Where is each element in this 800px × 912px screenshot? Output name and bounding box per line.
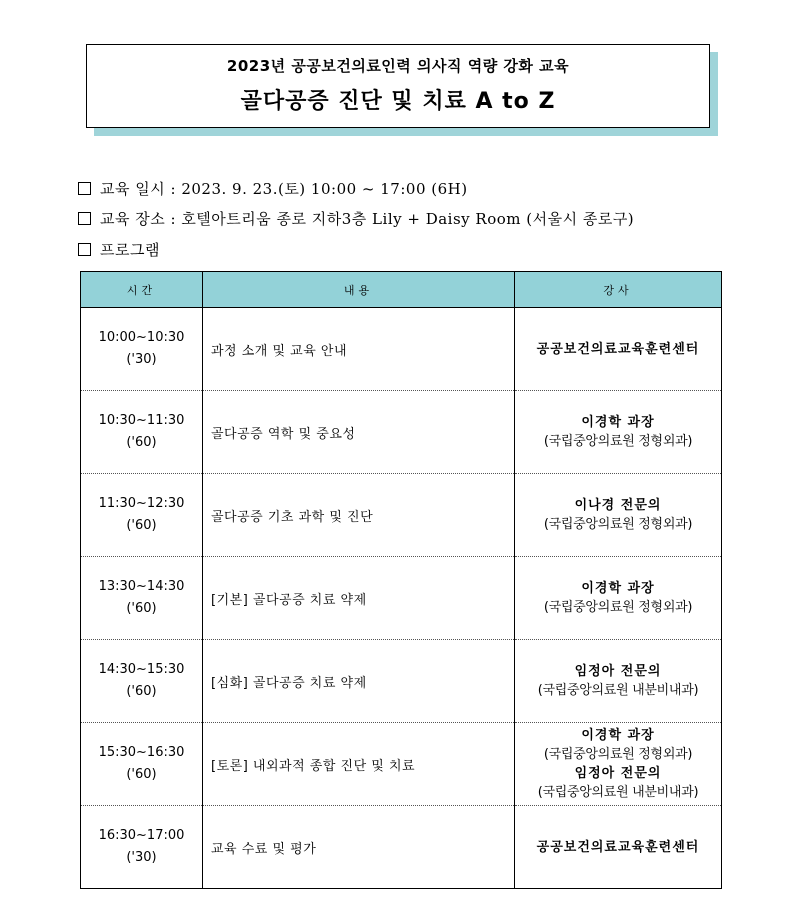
info-program-text: 프로그램 [100, 241, 160, 259]
session-duration: ('60) [126, 684, 157, 699]
session-lecturer-cell [515, 308, 722, 391]
session-lecturer-cell [515, 806, 722, 889]
lecturer-name: 임정아 전문의 [574, 766, 662, 781]
document-title: 골다공증 진단 및 치료 A to Z [240, 89, 556, 114]
lecturer-affiliation: (국립중앙의료원 정형외과) [543, 747, 693, 762]
session-lecturer-cell [515, 557, 722, 640]
info-place [78, 208, 634, 229]
session-lecturer-cell [515, 474, 722, 557]
title-banner [86, 44, 714, 134]
lecturer-affiliation: (국립중앙의료원 정형외과) [543, 517, 693, 532]
session-duration: ('60) [126, 435, 157, 450]
lecturer-name: 이나경 전문의 [574, 498, 662, 513]
session-content: [심화] 골다공증 치료 약제 [203, 640, 515, 723]
session-content: 골다공증 역학 및 중요성 [203, 391, 515, 474]
session-time: 14:30~15:30 [98, 662, 185, 677]
session-content: 교육 수료 및 평가 [203, 806, 515, 889]
table-row [81, 391, 722, 474]
checkbox-square-icon [78, 212, 91, 225]
header-content: 내용 [203, 272, 515, 308]
lecturer-name: 이경학 과장 [581, 728, 655, 743]
table-row [81, 308, 722, 391]
lecturer-name: 임정아 전문의 [574, 664, 662, 679]
lecturer-name: 공공보건의료교육훈련센터 [536, 839, 700, 855]
header-time: 시간 [81, 272, 203, 308]
session-time: 10:00~10:30 [98, 330, 185, 345]
info-date-text: 교육 일시 : 2023. 9. 23.(토) 10:00 ~ 17:00 (6H) [100, 180, 468, 198]
table-header-row [81, 272, 722, 308]
session-lecturer-cell [515, 640, 722, 723]
session-lecturer-cell [515, 723, 722, 806]
title-box [86, 44, 710, 128]
checkbox-square-icon [78, 182, 91, 195]
session-time: 11:30~12:30 [98, 496, 185, 511]
session-time: 16:30~17:00 [98, 828, 185, 843]
session-time: 10:30~11:30 [98, 413, 185, 428]
session-duration: ('30) [126, 352, 157, 367]
session-duration: ('30) [126, 850, 157, 865]
lecturer-affiliation: (국립중앙의료원 정형외과) [543, 600, 693, 615]
session-content: 과정 소개 및 교육 안내 [203, 308, 515, 391]
table-row [81, 474, 722, 557]
lecturer-affiliation: (국립중앙의료원 내분비내과) [537, 683, 699, 698]
lecturer-affiliation: (국립중앙의료원 내분비내과) [537, 785, 699, 800]
session-time-cell [81, 474, 203, 557]
header-lecturer: 강사 [515, 272, 722, 308]
session-time-cell [81, 640, 203, 723]
session-time-cell [81, 806, 203, 889]
session-time: 13:30~14:30 [98, 579, 185, 594]
session-time-cell [81, 308, 203, 391]
session-duration: ('60) [126, 767, 157, 782]
session-time-cell [81, 723, 203, 806]
document-subtitle: 2023년 공공보건의료인력 의사직 역량 강화 교육 [226, 57, 570, 75]
session-content: [기본] 골다공증 치료 약제 [203, 557, 515, 640]
lecturer-name: 공공보건의료교육훈련센터 [536, 341, 700, 357]
lecturer-name: 이경학 과장 [581, 415, 655, 430]
table-row [81, 640, 722, 723]
info-place-text: 교육 장소 : 호텔아트리움 종로 지하3층 Lily + Daisy Room (서울시 종로구) [100, 210, 635, 228]
table-row [81, 806, 722, 889]
session-lecturer-cell [515, 391, 722, 474]
session-duration: ('60) [126, 601, 157, 616]
program-table-body [81, 308, 722, 889]
session-content: 골다공증 기초 과학 및 진단 [203, 474, 515, 557]
table-row [81, 557, 722, 640]
checkbox-square-icon [78, 243, 91, 256]
table-row [81, 723, 722, 806]
lecturer-name: 이경학 과장 [581, 581, 655, 596]
session-time: 15:30~16:30 [98, 745, 185, 760]
session-duration: ('60) [126, 518, 157, 533]
session-time-cell [81, 391, 203, 474]
program-table [80, 271, 722, 889]
session-time-cell [81, 557, 203, 640]
lecturer-affiliation: (국립중앙의료원 정형외과) [543, 434, 693, 449]
info-date [78, 178, 468, 199]
session-content: [토론] 내외과적 종합 진단 및 치료 [203, 723, 515, 806]
info-program [78, 239, 160, 260]
